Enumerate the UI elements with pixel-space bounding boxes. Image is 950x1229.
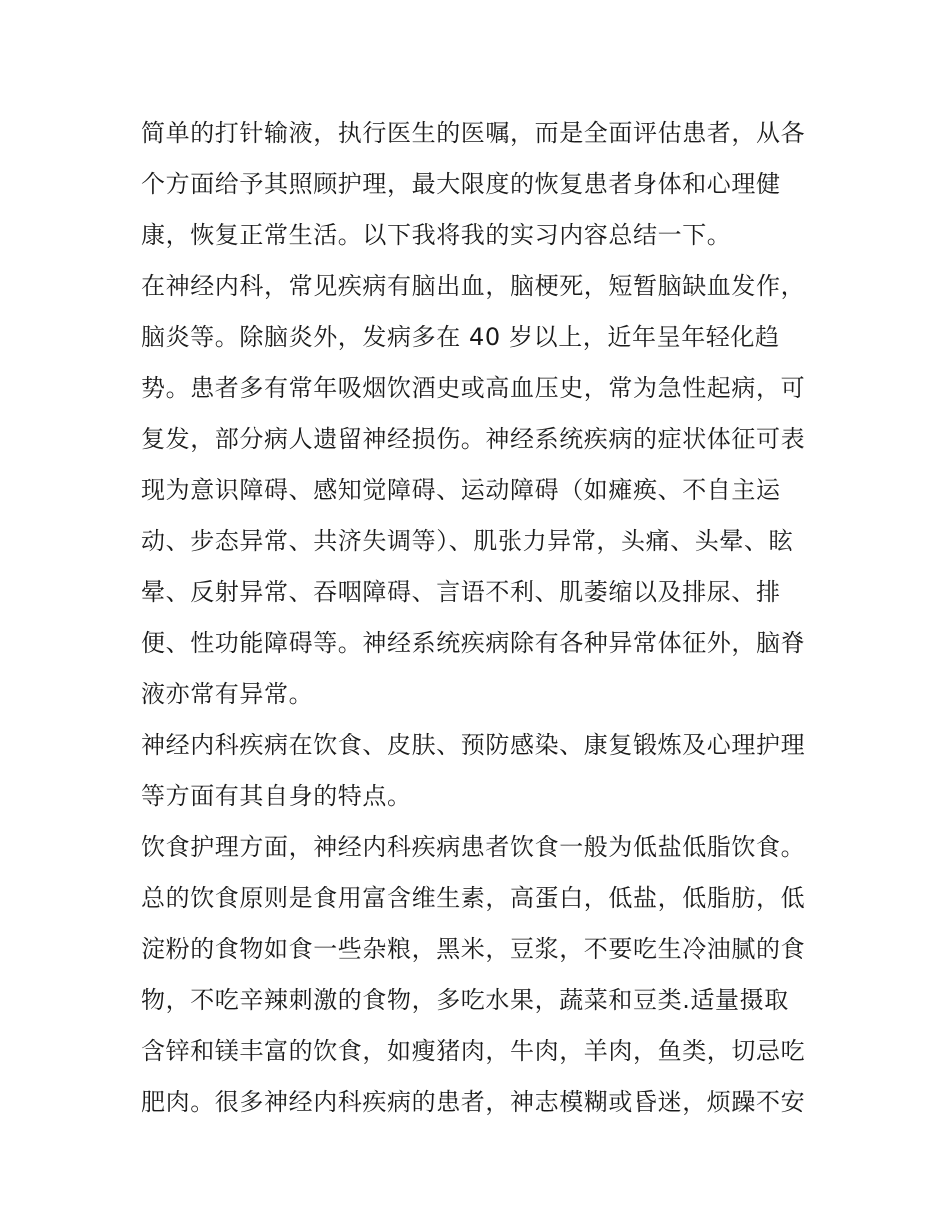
text-line: 现为意识障碍、感知觉障碍、运动障碍（如瘫痪、不自主运 [141,476,781,504]
text-line: 康，恢复正常生活。以下我将我的实习内容总结一下。 [141,221,732,249]
text-line: 含锌和镁丰富的饮食，如瘦猪肉，牛肉，羊肉，鱼类，切忌吃 [141,1037,806,1065]
text-line: 复发，部分病人遗留神经损伤。神经系统疾病的症状体征可表 [141,425,806,453]
text-line: 淀粉的食物如食一些杂粮，黑米，豆浆，不要吃生冷油腻的食 [141,935,806,963]
text-line: 动、步态异常、共济失调等）、肌张力异常，头痛、头晕、眩 [141,527,794,555]
text-line: 在神经内科，常见疾病有脑出血，脑梗死，短暂脑缺血发作， [141,272,806,300]
text-line: 肥肉。很多神经内科疾病的患者，神志模糊或昏迷，烦躁不安 [141,1088,806,1116]
body-text [141,108,821,1128]
text-line: 个方面给予其照顾护理，最大限度的恢复患者身体和心理健 [141,170,781,198]
text-line: 等方面有其自身的特点。 [141,782,412,810]
text-line: 晕、反射异常、吞咽障碍、言语不利、肌萎缩以及排尿、排 [141,578,781,606]
text-line: 饮食护理方面，神经内科疾病患者饮食一般为低盐低脂饮食。 [141,833,806,861]
text-line: 脑炎等。除脑炎外，发病多在 40 岁以上，近年呈年轻化趋 [141,323,780,351]
text-line: 总的饮食原则是食用富含维生素，高蛋白，低盐，低脂肪，低 [141,884,806,912]
text-line: 势。患者多有常年吸烟饮酒史或高血压史，常为急性起病，可 [141,374,806,402]
text-line: 便、性功能障碍等。神经系统疾病除有各种异常体征外，脑脊 [141,629,806,657]
text-line: 液亦常有异常。 [141,680,314,708]
text-line: 物，不吃辛辣刺激的食物，多吃水果，蔬菜和豆类.适量摄取 [141,986,789,1014]
text-line: 简单的打针输液，执行医生的医嘱，而是全面评估患者，从各 [141,119,806,147]
text-line: 神经内科疾病在饮食、皮肤、预防感染、康复锻炼及心理护理 [141,731,806,759]
